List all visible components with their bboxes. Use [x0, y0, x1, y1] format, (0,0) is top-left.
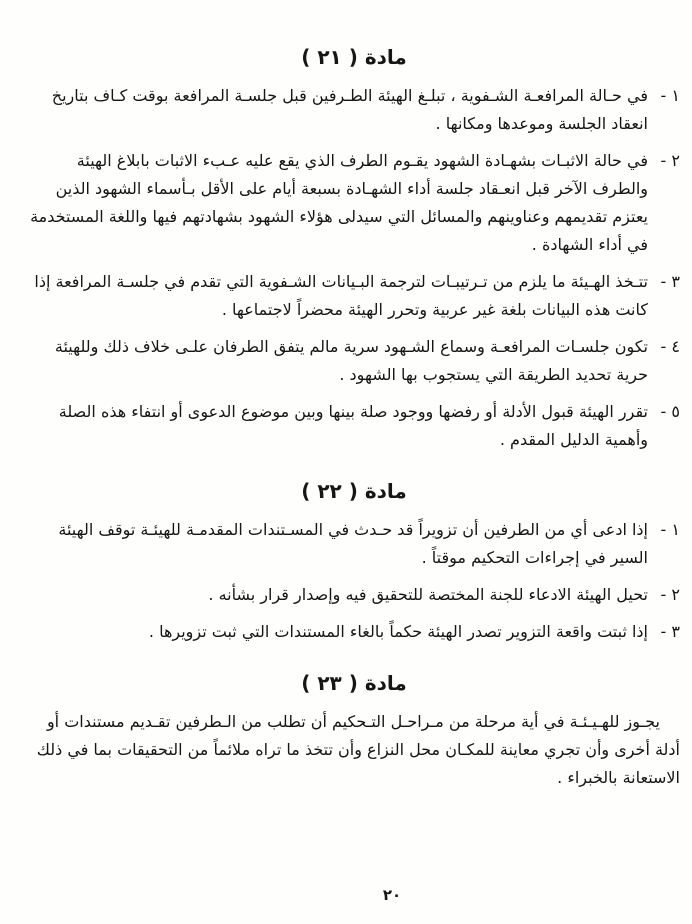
list-item — [28, 581, 680, 609]
item-text: تكون جلسـات المرافعـة وسماع الشـهود سرية مالم يتفق الطرفان علـى خلاف ذلك وللهيئة حرية تحديد الطريقة التي يستجوب بها الشهود . — [54, 337, 648, 384]
item-number: ٢ - — [660, 151, 680, 170]
article-paragraph: يجـوز للهـيـئـة في أية مرحلة من مـراحـل التـحكيم أن تطلب من الـطرفين تقـديم مستندات أو أدلة أخرى وأن تجري معاينة للمكـان محل النزاع وأن تتخذ ما تراه ملائماً من التحقيقات بما في ذلك الاستعانة بالخبراء . — [36, 712, 680, 787]
item-number: ١ - — [660, 520, 680, 539]
article-title: مادة ( ٢٢ ) — [301, 479, 407, 503]
list-item — [28, 268, 680, 324]
item-number: ٣ - — [660, 622, 680, 641]
item-text: تحيل الهيئة الادعاء للجنة المختصة للتحقيق فيه وإصدار قرار بشأنه . — [208, 585, 648, 604]
article-title: مادة ( ٢١ ) — [301, 45, 407, 69]
article-23 — [28, 670, 680, 792]
page-number: ٢٠ — [382, 886, 402, 904]
item-text: إذا ادعى أي من الطرفين أن تزويراً قد حـدث في المسـتندات المقدمـة للهيئـة توقف الهيئة السير في إجراءات التحكيم موقتاً . — [58, 520, 648, 567]
item-text: تقرر الهيئة قبول الأدلة أو رفضها ووجود صلة بينها وبين موضوع الدعوى أو انتفاء هذه الصلة وأهمية الدليل المقدم . — [58, 402, 648, 449]
list-item — [28, 147, 680, 259]
item-text: في حالة الاثبـات بشهـادة الشهود يقـوم الطرف الذي يقع عليه عـبء الاثبات بابلاغ الهيئة والطرف الآخر قبل انعـقاد جلسة أداء الشهـادة بسبعة أيام على الأقل بـأسماء الشهود الذين يعتزم تقديمهم وعناوينهم والمسائل التي سيدلى هؤلاء الشهود بشهادتهم فيها واللغة المستخدمة في أداء الشهادة . — [30, 151, 648, 254]
list-item — [28, 82, 680, 138]
list-item — [28, 398, 680, 454]
list-item — [28, 333, 680, 389]
article-22 — [28, 478, 680, 646]
article-title: مادة ( ٢٣ ) — [301, 671, 407, 695]
item-number: ٤ - — [660, 337, 680, 356]
item-text: إذا ثبتت واقعة التزوير تصدر الهيئة حكماً بالغاء المستندات التي ثبت تزويرها . — [148, 622, 648, 641]
item-number: ٥ - — [660, 402, 680, 421]
article-21 — [28, 44, 680, 454]
list-item — [28, 618, 680, 646]
item-number: ٢ - — [660, 585, 680, 604]
list-item — [28, 516, 680, 572]
item-text: تتـخذ الهـيئة ما يلزم من تـرتيبـات لترجمة البـيانات الشـفوية التي تقدم في جلسـة المرافعة إذا كانت هذه البيانات بلغة غير عربية وتحرر الهيئة محضراً لاجتماعها . — [34, 272, 648, 319]
item-number: ١ - — [660, 86, 680, 105]
item-number: ٣ - — [660, 272, 680, 291]
item-text: في حـالة المرافعـة الشـفوية ، تبلـغ الهيئة الطـرفين قبل جلسـة المرافعة بوقت كـاف بتاريخ انعقاد الجلسة وموعدها ومكانها . — [51, 86, 648, 133]
